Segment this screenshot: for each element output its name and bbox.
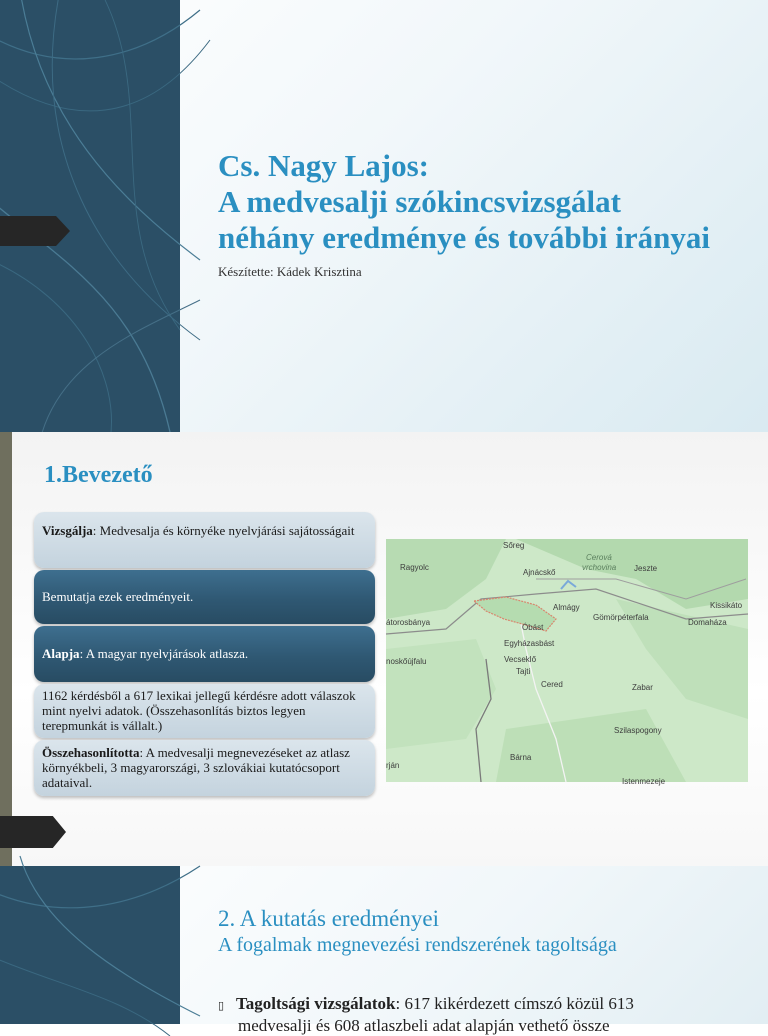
map-label-atorosbanya: átorosbánya (386, 618, 431, 627)
map-label-zabar: Zabar (632, 683, 653, 692)
map-label-almagy: Almágy (553, 603, 580, 612)
info-box-osszehasonlitotta (34, 740, 375, 796)
map-terrain (386, 539, 748, 782)
info-box-text: Összehasonlította: A medvesalji megnevezéseket az atlasz környékbeli, 3 magyarországi, 3 szlovákiai kutatócsoport adataival. (42, 745, 350, 790)
map-label-gomorpeterfala: Gömörpéterfala (593, 613, 649, 622)
presentation-title (218, 148, 758, 256)
map-label-vrchovina: vrchovina (582, 563, 617, 572)
info-box-vizsgalja (34, 512, 375, 568)
map-label-cerova: Cerová (586, 553, 612, 562)
info-box-alapja (34, 626, 375, 682)
map-label-egyhazasbast: Egyházasbást (504, 639, 555, 648)
title-line-3: néhány eredménye és további irányai (218, 220, 710, 255)
info-box-bemutatja (34, 570, 375, 624)
map-label-vecseklo: Vecseklő (504, 655, 537, 664)
map-label-barna: Bárna (510, 753, 532, 762)
slide-title (0, 0, 768, 432)
results-bullet-continuation: medvesalji és 608 atlaszbeli adat alapján vethető össze (238, 1016, 610, 1035)
author-subtitle: Készítette: Kádek Krisztina (218, 264, 362, 279)
map-label-istenmezeje: Istenmezeje (622, 777, 666, 786)
map-label-soreg: Sőreg (503, 541, 525, 550)
map-label-noskoujfalu: noskőújfalu (386, 657, 427, 666)
map-label-ajnacsko: Ajnácskő (523, 568, 556, 577)
arrow-tab-marker (0, 816, 66, 848)
decorative-side-strip (0, 432, 12, 866)
arrow-tab-marker (0, 216, 70, 246)
region-map (386, 539, 748, 786)
info-box-text: Bemutatja ezek eredményeit. (42, 589, 194, 604)
info-box-text: Alapja: A magyar nyelvjárások atlasza. (42, 646, 249, 661)
map-label-kissikato: Kissikáto (710, 601, 743, 610)
map-label-domahaza: Domaháza (688, 618, 727, 627)
map-label-tajti: Tajti (516, 667, 531, 676)
slide-introduction (0, 432, 768, 866)
decorative-side-panel (0, 866, 180, 1024)
results-subheading: A fogalmak megnevezési rendszerének tagoltsága (218, 934, 617, 956)
bullet-text: : 617 kikérdezett címszó közül 613 (395, 994, 634, 1013)
results-heading: 2. A kutatás eredményei (218, 906, 439, 931)
slide-heading: 1.Bevezető (44, 462, 153, 488)
map-label-rjan: rján (386, 761, 400, 770)
results-bullet (218, 994, 634, 1014)
info-box-text: Vizsgálja: Medvesalja és környéke nyelvjárási sajátosságait (42, 523, 355, 538)
info-box-text: 1162 kérdésből a 617 lexikai jellegű kérdésre adott válaszok mint nyelvi adatok. (Összehasonlítás biztos legyen terepmunkát is vállalt.) (42, 688, 356, 733)
bullet-bold-text: Tagoltsági vizsgálatok (236, 994, 396, 1013)
decorative-swirl-lines (0, 866, 180, 1024)
info-box-kerdesek (34, 684, 375, 738)
map-label-obast: Óbást (522, 623, 544, 632)
title-line-2: A medvesalji szókincsvizsgálat (218, 184, 621, 219)
slide-results (0, 866, 768, 1035)
map-label-szilaspogony: Szilaspogony (614, 726, 662, 735)
map-label-jeszte: Jeszte (634, 564, 658, 573)
map-label-cered: Cered (541, 680, 563, 689)
square-bullet-icon: ▯ (218, 999, 225, 1012)
title-line-1: Cs. Nagy Lajos: (218, 148, 429, 183)
map-label-ragyolc: Ragyolc (400, 563, 429, 572)
